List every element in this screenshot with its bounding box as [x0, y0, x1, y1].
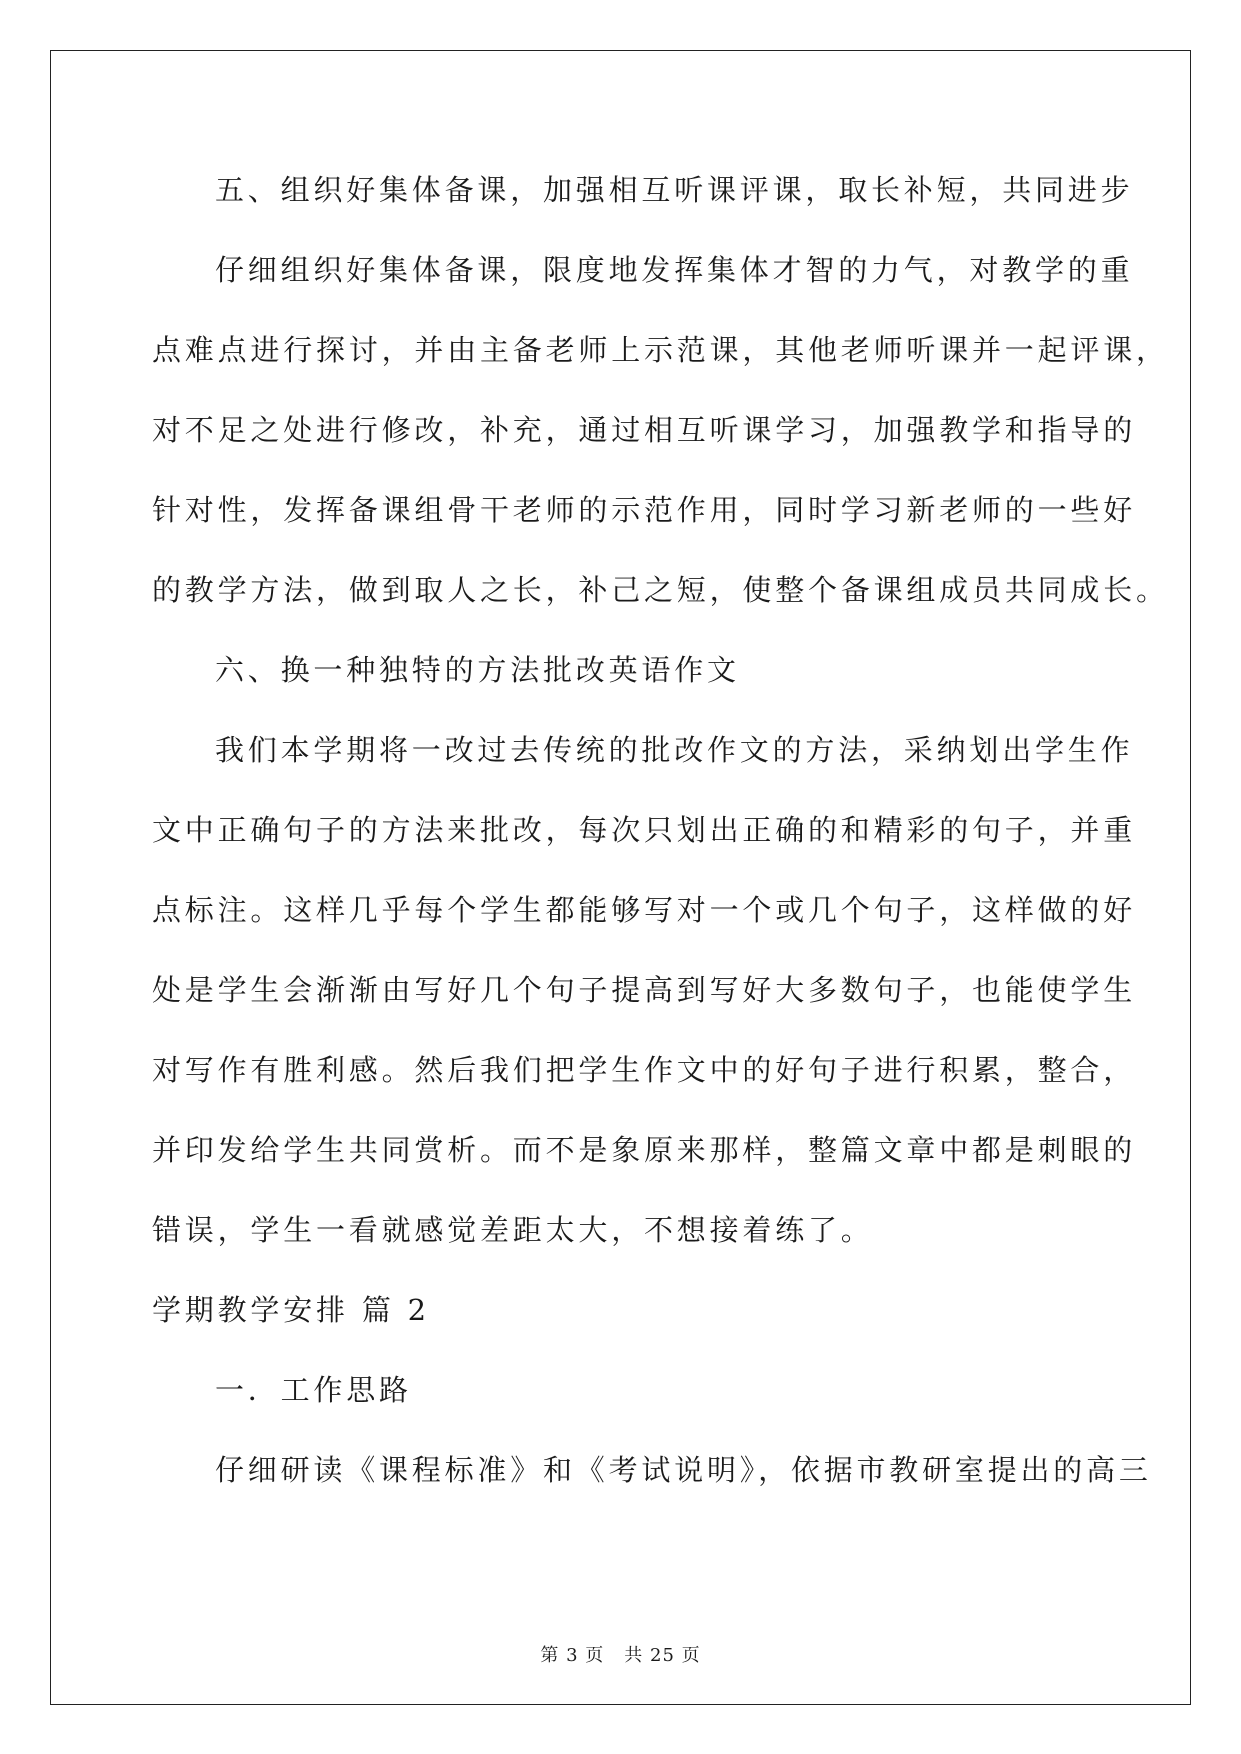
paragraph-line: 仔细组织好集体备课，限度地发挥集体才智的力气，对教学的重: [215, 253, 1134, 287]
paragraph-line: 点难点进行探讨，并由主备老师上示范课，其他老师听课并一起评课，: [152, 333, 1169, 367]
section-heading-5: 五、组织好集体备课，加强相互听课评课，取长补短，共同进步: [215, 173, 1134, 207]
paragraph-line: 针对性，发挥备课组骨干老师的示范作用，同时学习新老师的一些好: [152, 493, 1137, 527]
paragraph-line: 处是学生会渐渐由写好几个句子提高到写好大多数句子，也能使学生: [152, 973, 1137, 1007]
section-heading-1: 一．工作思路: [215, 1373, 412, 1407]
page-footer: [0, 1644, 1241, 1668]
paragraph-line: 文中正确句子的方法来批改，每次只划出正确的和精彩的句子，并重: [152, 813, 1137, 847]
paragraph-line: 我们本学期将一改过去传统的批改作文的方法，采纳划出学生作: [215, 733, 1134, 767]
paragraph-line: 点标注。这样几乎每个学生都能够写对一个或几个句子，这样做的好: [152, 893, 1137, 927]
page-number: 第 3 页: [540, 1645, 605, 1666]
paragraph-line: 仔细研读《课程标准》和《考试说明》，依据市教研室提出的高三: [215, 1453, 1152, 1487]
article-title: 学期教学安排 篇 2: [152, 1293, 430, 1327]
paragraph-line: 对不足之处进行修改，补充，通过相互听课学习，加强教学和指导的: [152, 413, 1137, 447]
paragraph-line: 的教学方法，做到取人之长，补己之短，使整个备课组成员共同成长。: [152, 573, 1169, 607]
page-total: 共 25 页: [624, 1645, 701, 1666]
paragraph-line: 并印发给学生共同赏析。而不是象原来那样，整篇文章中都是刺眼的: [152, 1133, 1137, 1167]
paragraph-line: 对写作有胜利感。然后我们把学生作文中的好句子进行积累，整合，: [152, 1053, 1137, 1087]
paragraph-line: 错误，学生一看就感觉差距太大，不想接着练了。: [152, 1213, 874, 1247]
section-heading-6: 六、换一种独特的方法批改英语作文: [215, 653, 740, 687]
